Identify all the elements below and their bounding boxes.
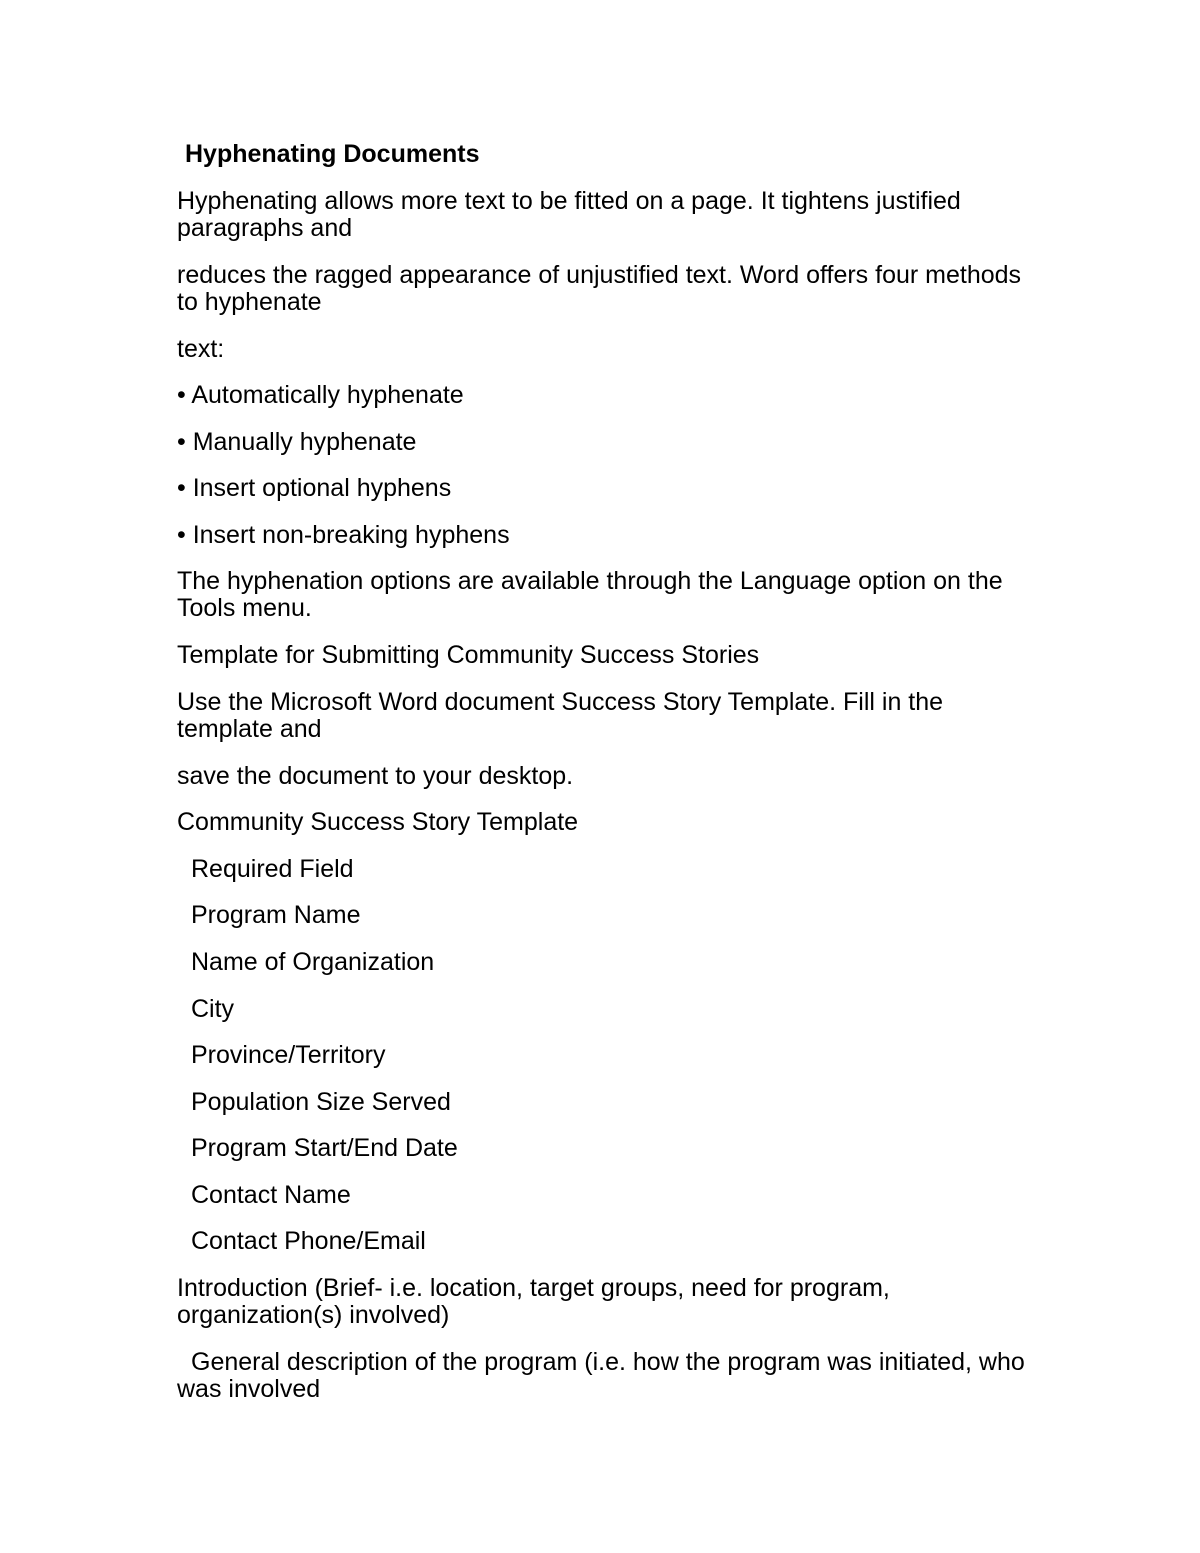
field-label: Population Size Served [191, 1088, 451, 1116]
paragraph-options: The hyphenation options are available through the Language option on the Tools menu. [177, 567, 1003, 622]
field-label: Province/Territory [191, 1041, 386, 1069]
paragraph-introduction-field: Introduction (Brief- i.e. location, target groups, need for program, organization(s) involved) [177, 1274, 890, 1329]
paragraph-save: save the document to your desktop. [177, 762, 574, 790]
paragraph-text-label: text: [177, 335, 225, 363]
bullet-item: • Automatically hyphenate [177, 381, 464, 409]
document-title: Hyphenating Documents [185, 140, 480, 168]
field-label: Program Start/End Date [191, 1134, 458, 1162]
bullet-item: • Insert optional hyphens [177, 474, 452, 502]
field-label: Program Name [191, 901, 361, 929]
field-label: Contact Name [191, 1181, 351, 1209]
paragraph-intro: Hyphenating allows more text to be fitted on a page. It tightens justified paragraphs and [177, 187, 961, 242]
field-label: City [191, 995, 235, 1023]
bullet-item: • Manually hyphenate [177, 428, 417, 456]
bullet-item: • Insert non-breaking hyphens [177, 521, 510, 549]
paragraph-template-heading: Template for Submitting Community Success Stories [177, 641, 760, 669]
paragraph-template-instructions: Use the Microsoft Word document Success Story Template. Fill in the template and [177, 688, 944, 743]
paragraph-description-field: General description of the program (i.e. how the program was initiated, who was involved [177, 1348, 1025, 1403]
paragraph-methods: reduces the ragged appearance of unjustified text. Word offers four methods to hyphenate [177, 261, 1022, 316]
field-label: Required Field [191, 855, 354, 883]
paragraph-template-title: Community Success Story Template [177, 808, 579, 836]
field-label: Name of Organization [191, 948, 435, 976]
field-label: Contact Phone/Email [191, 1227, 426, 1255]
